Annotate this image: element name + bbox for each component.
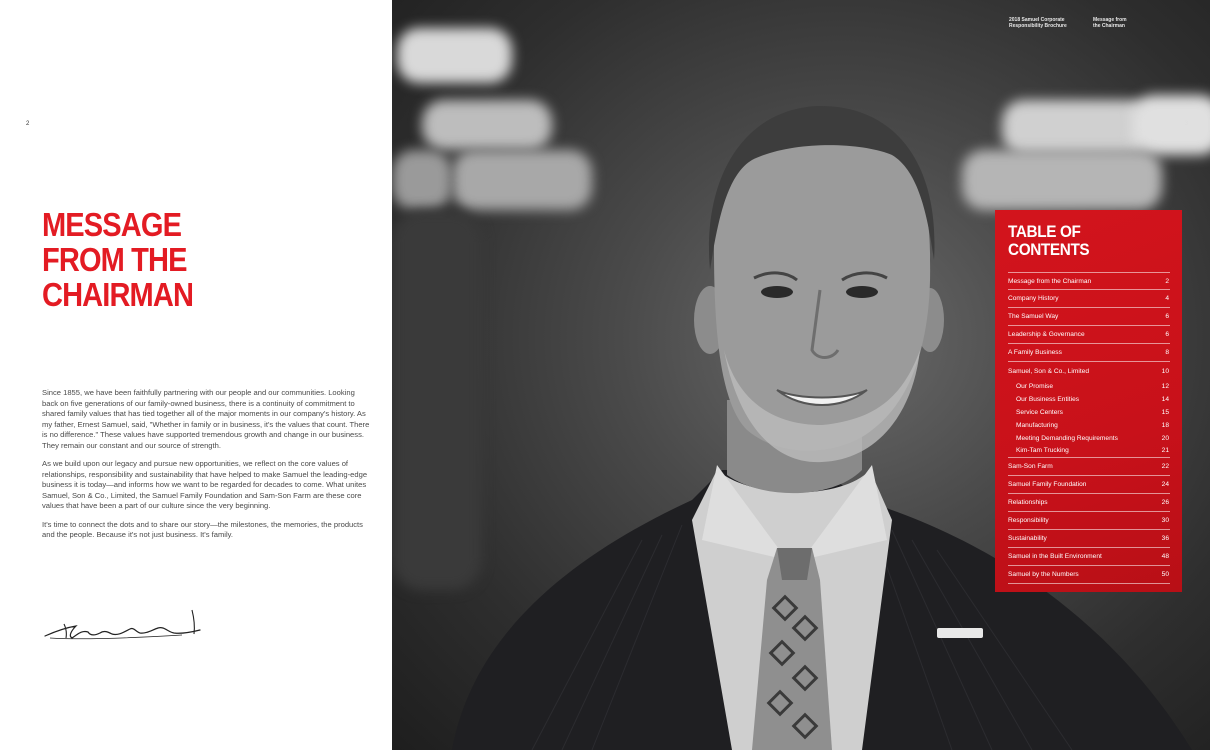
chairman-signature [42, 602, 212, 644]
toc-title: TABLE OF CONTENTS [1008, 222, 1090, 259]
toc-entry-label: Our Promise [1016, 382, 1054, 390]
page-number-right: 3 [1184, 121, 1188, 127]
toc-entry[interactable] [1008, 476, 1170, 494]
toc-entry-page: 14 [1161, 395, 1169, 403]
toc-entry[interactable] [1008, 548, 1170, 566]
toc-entry-page: 50 [1161, 571, 1169, 579]
toc-entry[interactable] [1008, 512, 1170, 530]
toc-entry-page: 24 [1161, 481, 1169, 489]
toc-entry-page: 10 [1161, 367, 1169, 375]
toc-entry-label: Samuel Family Foundation [1008, 481, 1087, 489]
toc-entry-page: 6 [1165, 313, 1169, 320]
chairman-message-body [42, 388, 372, 548]
toc-entry-label: Leadership & Governance [1008, 331, 1085, 338]
toc-entry[interactable] [1008, 432, 1170, 445]
toc-entry-page: 20 [1161, 434, 1169, 442]
toc-entry[interactable] [1008, 344, 1170, 362]
table-of-contents [995, 210, 1182, 592]
toc-entry-label: Our Business Entities [1016, 395, 1080, 403]
toc-entry-label: Message from the Chairman [1008, 277, 1092, 285]
toc-entry-label: A Family Business [1008, 349, 1062, 356]
toc-entry-page: 30 [1161, 517, 1169, 525]
toc-entry[interactable] [1008, 406, 1170, 419]
message-paragraph-2: As we build upon our legacy and pursue new opportunities, we reflect on the core values of relationships, responsibility and sustainability that have helped to make Samuel the leading-edge business it is today—and informs how we want to be regarded for decades to come. What unites Samuel, Son & Co., Limited, the Samuel Family Foundation and Sam-Son Farm are these core values that have been a part of our culture since the very beginning. [42, 459, 368, 511]
toc-entry-page: 6 [1165, 331, 1169, 338]
page-number-left: 2 [26, 121, 30, 127]
toc-entry-label: Meeting Demanding Requirements [1016, 434, 1118, 442]
toc-entry-page: 48 [1161, 553, 1169, 561]
title-line-2: FROM THE [42, 241, 187, 278]
toc-entry-label: Manufacturing [1016, 421, 1058, 429]
toc-entry-label: Samuel, Son & Co., Limited [1008, 367, 1089, 375]
toc-entry-page: 15 [1161, 408, 1169, 416]
header-section-label: Message from the Chairman [1093, 17, 1127, 29]
toc-entry-label: Samuel in the Built Environment [1008, 553, 1102, 561]
toc-entry-label: Service Centers [1016, 408, 1063, 416]
toc-entry[interactable] [1008, 393, 1170, 406]
toc-entry[interactable] [1008, 326, 1170, 344]
toc-entry-label: Relationships [1008, 499, 1048, 507]
toc-entry-label: Responsibility [1008, 517, 1049, 525]
toc-entry[interactable] [1008, 444, 1170, 458]
toc-entry-page: 26 [1161, 499, 1169, 507]
toc-entry-page: 21 [1161, 447, 1169, 455]
toc-entry-label: Company History [1008, 295, 1059, 302]
toc-entry[interactable] [1008, 494, 1170, 512]
toc-entry-label: Samuel by the Numbers [1008, 571, 1079, 579]
toc-entry-page: 22 [1161, 463, 1169, 471]
message-paragraph-1: Since 1855, we have been faithfully partnering with our people and our communities. Looking back on five generations of our family-owned business, there is a continuity of commitment to shared family values that has tied together all of the major moments in our company's history. As my father, Ernest Samuel, said, "Whether in family or in business, it's the values that count. There is no difference." These values have supported tremendous growth and change in our business. They remain our constant and our source of strength. [42, 388, 370, 450]
left-page [0, 0, 392, 750]
toc-entry-label: Kim-Tam Trucking [1016, 447, 1069, 455]
header-brochure-label: 2018 Samuel Corporate Responsibility Brochure [1009, 17, 1067, 29]
toc-entry-page: 2 [1165, 277, 1169, 285]
toc-entry[interactable] [1008, 362, 1170, 380]
toc-entry[interactable] [1008, 566, 1170, 584]
toc-entry[interactable] [1008, 458, 1170, 476]
toc-entry-page: 12 [1161, 382, 1169, 390]
toc-entry[interactable] [1008, 308, 1170, 326]
title-line-1: MESSAGE [42, 206, 182, 243]
toc-list [1008, 272, 1170, 584]
toc-entry-page: 4 [1165, 295, 1169, 302]
toc-entry[interactable] [1008, 530, 1170, 548]
toc-entry-page: 36 [1161, 535, 1169, 543]
toc-entry-label: The Samuel Way [1008, 313, 1059, 320]
toc-entry-label: Sustainability [1008, 535, 1047, 543]
toc-entry[interactable] [1008, 380, 1170, 393]
title-line-3: CHAIRMAN [42, 276, 194, 313]
page-title [42, 207, 306, 312]
toc-entry-page: 8 [1165, 349, 1169, 356]
toc-entry[interactable] [1008, 272, 1170, 290]
message-paragraph-3: It's time to connect the dots and to share our story—the milestones, the memories, the products and the people. Because it's not just business. It's family. [42, 519, 363, 540]
toc-entry-label: Sam-Son Farm [1008, 463, 1053, 471]
toc-entry[interactable] [1008, 419, 1170, 432]
toc-entry[interactable] [1008, 290, 1170, 308]
toc-entry-page: 18 [1161, 421, 1169, 429]
